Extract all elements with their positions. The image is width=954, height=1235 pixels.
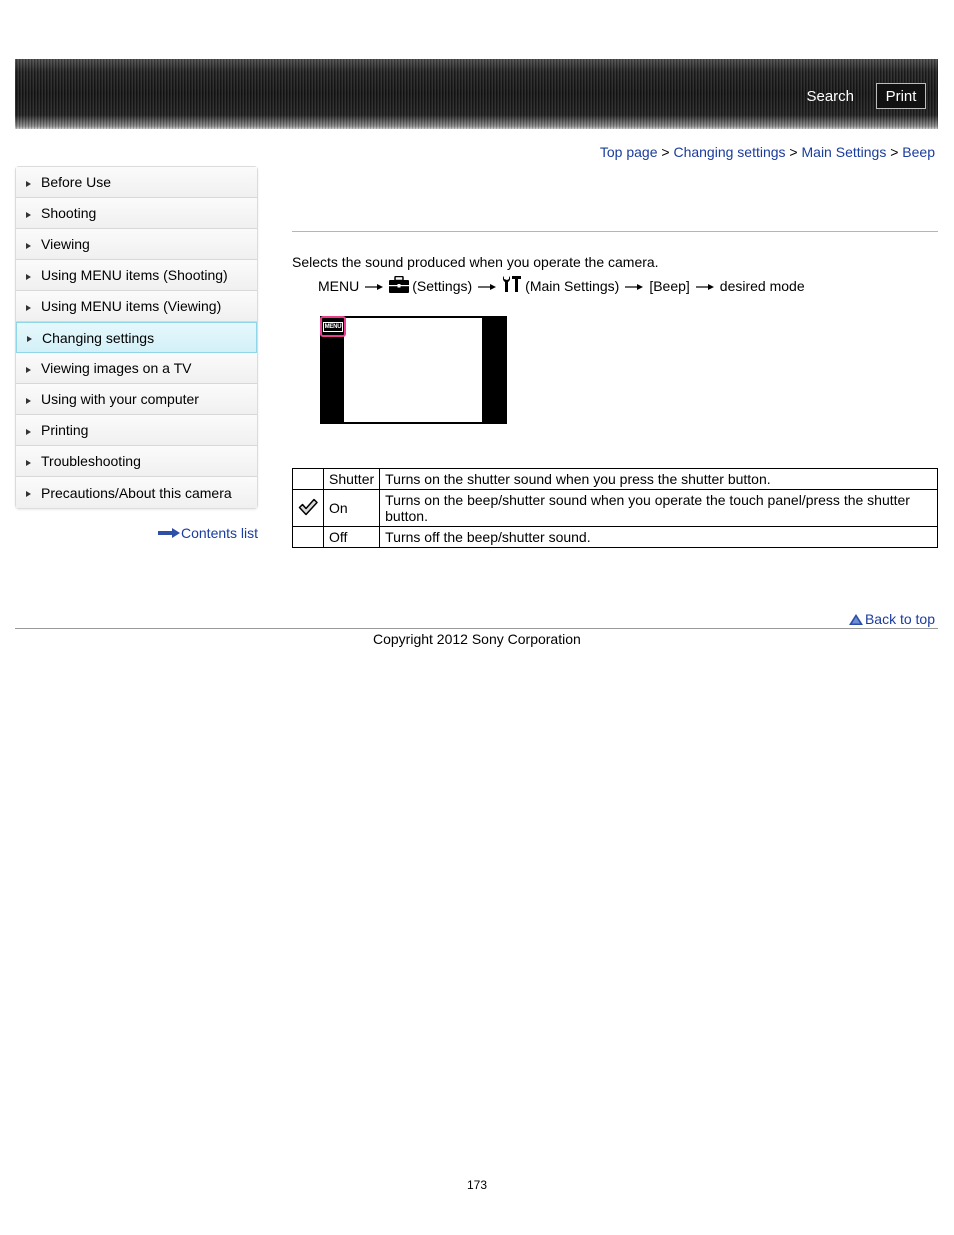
menu-icon-label: MENU — [324, 323, 342, 330]
breadcrumb-separator: > — [789, 144, 798, 160]
beep-modes-table — [292, 468, 938, 548]
title-divider — [292, 231, 938, 232]
copyright-text: Copyright 2012 Sony Corporation — [373, 631, 581, 647]
back-to-top-link[interactable] — [849, 611, 935, 627]
table-row — [293, 527, 938, 548]
checkmark-icon — [298, 498, 318, 516]
sidebar-item-label: Viewing images on a TV — [41, 360, 192, 376]
back-to-top-label: Back to top — [864, 611, 935, 627]
screen-view-area — [344, 318, 482, 422]
path-menu: MENU — [318, 277, 360, 294]
description-cell: Turns off the beep/shutter sound. — [380, 527, 938, 548]
mode-cell: On — [324, 490, 380, 527]
triangle-right-icon — [26, 367, 31, 373]
camera-screen-illustration — [320, 316, 507, 424]
path-settings: (Settings) — [412, 277, 473, 294]
sidebar-item-label: Precautions/About this camera — [41, 484, 232, 501]
sidebar-item-menu-viewing[interactable] — [16, 291, 257, 322]
contents-list-label: Contents list — [181, 525, 259, 541]
sidebar-nav — [15, 166, 258, 509]
sidebar-item-label: Using with your computer — [41, 391, 199, 407]
sidebar-item-changing-settings[interactable] — [16, 322, 257, 353]
footer-divider — [15, 628, 938, 629]
arrow-right-icon — [478, 278, 496, 294]
header-bar — [15, 59, 938, 129]
breadcrumb — [600, 144, 935, 160]
breadcrumb-main-settings[interactable]: Main Settings — [801, 144, 887, 160]
selection-cell — [293, 527, 324, 548]
sidebar-item-computer[interactable] — [16, 384, 257, 415]
mode-cell: Off — [324, 527, 380, 548]
breadcrumb-separator: > — [890, 144, 899, 160]
path-main-settings: (Main Settings) — [525, 277, 620, 294]
sidebar-item-viewing-tv[interactable] — [16, 353, 257, 384]
description-cell: Turns on the beep/shutter sound when you operate the touch panel/press the shutter button. — [380, 490, 938, 527]
sidebar-item-label: Using MENU items (Viewing) — [41, 298, 222, 314]
triangle-right-icon — [26, 460, 31, 466]
table-row — [293, 469, 938, 490]
sidebar-item-label: Before Use — [41, 174, 112, 190]
path-beep: [Beep] — [649, 277, 690, 294]
sidebar-item-precautions[interactable] — [16, 477, 257, 508]
sidebar-item-label: Shooting — [41, 205, 97, 221]
breadcrumb-beep[interactable]: Beep — [902, 144, 935, 160]
intro-text: Selects the sound produced when you operate the camera. — [292, 254, 659, 270]
triangle-right-icon — [26, 429, 31, 435]
triangle-right-icon — [26, 243, 31, 249]
triangle-right-icon — [26, 181, 31, 187]
arrow-right-icon — [696, 278, 714, 294]
triangle-up-icon — [849, 614, 863, 625]
sidebar-item-label: Viewing — [41, 236, 90, 252]
arrow-right-icon — [365, 278, 383, 294]
sidebar-item-label: Printing — [41, 422, 89, 438]
breadcrumb-separator: > — [661, 144, 670, 160]
sidebar-item-menu-shooting[interactable] — [16, 260, 257, 291]
sidebar-item-before-use[interactable] — [16, 167, 257, 198]
description-cell: Turns on the shutter sound when you press the shutter button. — [380, 469, 938, 490]
sidebar-item-shooting[interactable] — [16, 198, 257, 229]
contents-list-link[interactable] — [158, 525, 258, 541]
breadcrumb-changing-settings[interactable]: Changing settings — [673, 144, 786, 160]
menu-path — [318, 275, 805, 296]
sidebar-item-label: Changing settings — [42, 329, 155, 346]
triangle-right-icon — [26, 274, 31, 280]
breadcrumb-top-page[interactable]: Top page — [599, 144, 658, 160]
mode-cell: Shutter — [324, 469, 380, 490]
sidebar-item-label: Troubleshooting — [41, 453, 141, 469]
selection-cell — [293, 469, 324, 490]
triangle-right-icon — [26, 305, 31, 311]
search-button[interactable]: Search — [806, 88, 854, 105]
menu-icon — [320, 316, 346, 337]
triangle-right-icon — [27, 336, 32, 342]
arrow-right-icon — [625, 278, 643, 294]
sidebar-item-viewing[interactable] — [16, 229, 257, 260]
toolbox-icon — [389, 276, 409, 296]
sidebar-item-printing[interactable] — [16, 415, 257, 446]
page-number: 173 — [466, 1178, 488, 1192]
path-desired-mode: desired mode — [719, 277, 805, 294]
sidebar-item-troubleshooting[interactable] — [16, 446, 257, 477]
triangle-right-icon — [26, 212, 31, 218]
triangle-right-icon — [26, 491, 31, 497]
print-button[interactable]: Print — [876, 83, 926, 109]
arrow-right-icon — [158, 528, 180, 538]
selection-cell — [293, 490, 324, 527]
triangle-right-icon — [26, 398, 31, 404]
wrench-icon — [502, 275, 522, 296]
table-row — [293, 490, 938, 527]
sidebar-item-label: Using MENU items (Shooting) — [41, 267, 228, 283]
